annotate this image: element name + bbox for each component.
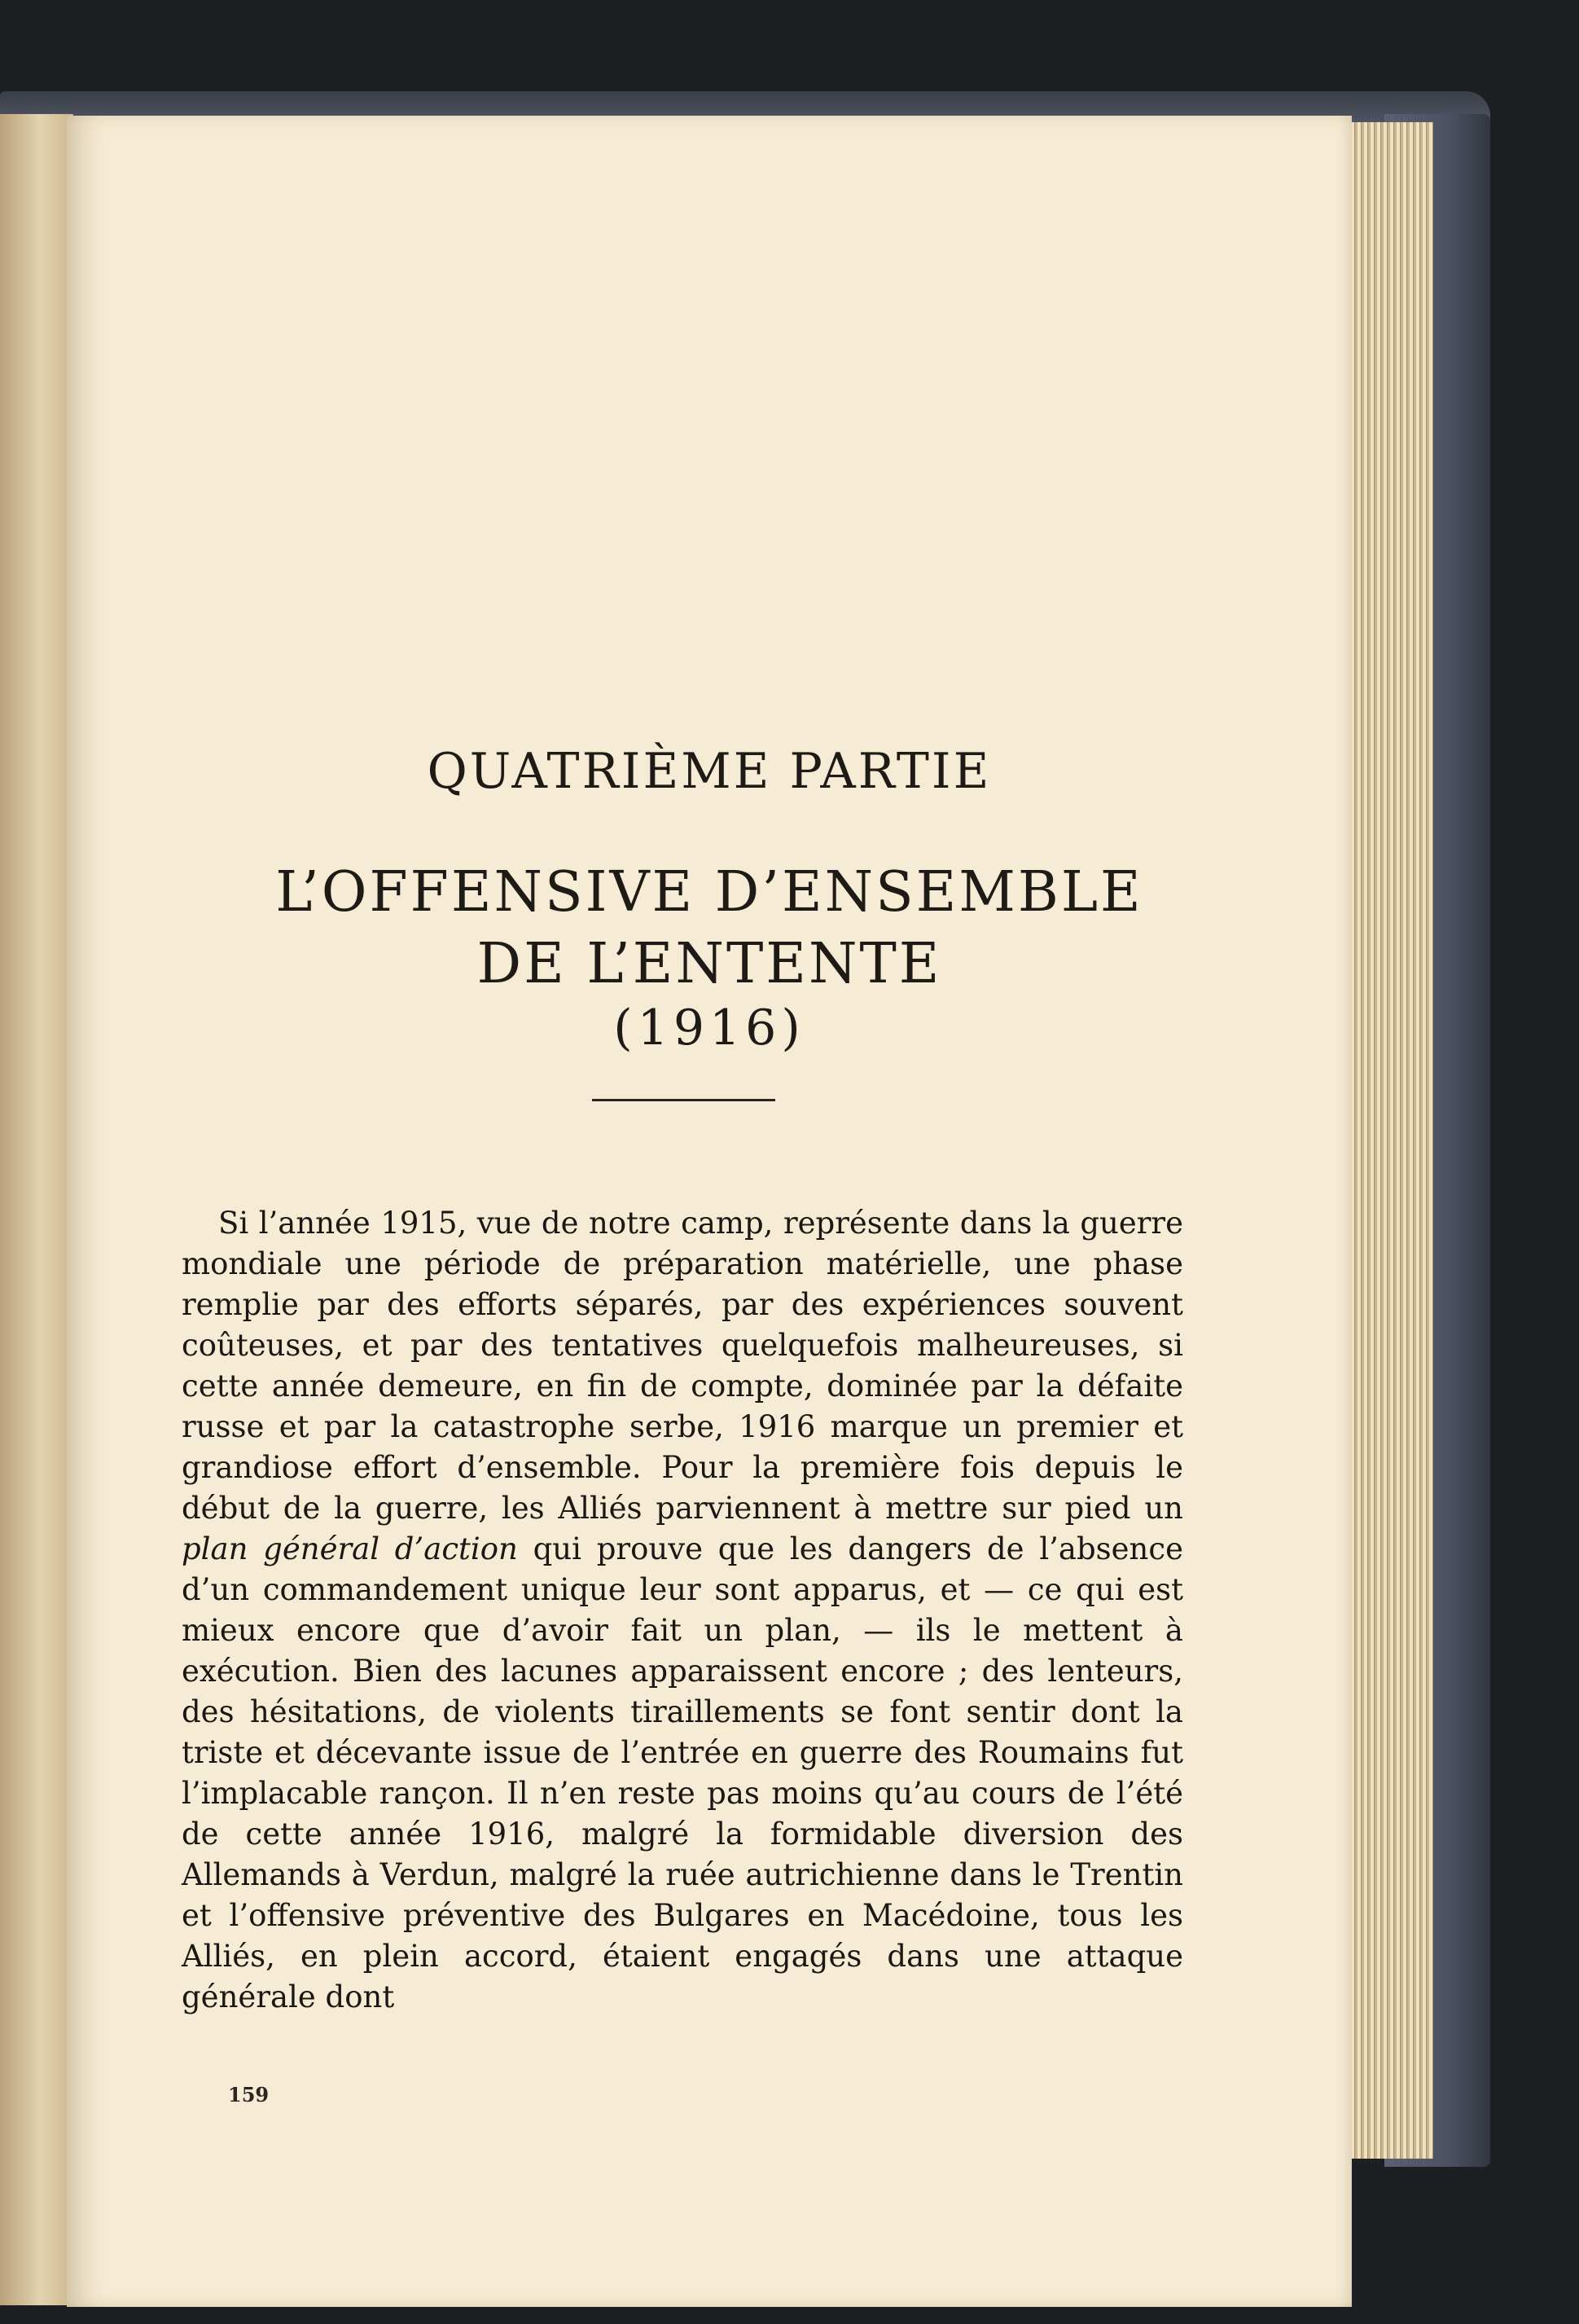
emphasis-text: plan général d’action <box>182 1531 518 1566</box>
left-page-edge <box>0 114 73 2305</box>
paragraph-text: Si l’année 1915, vue de notre camp, représente dans la guerre mondiale une période de préparation matérielle, une phase remplie par des efforts séparés, par des expériences souvent coûteuses, et par des tentatives quelquefois malheureuses, si cette année demeure, en fin de compte, dominée par la défaite russe et par la catastrophe serbe, 1916 marque un premier et grandiose effort d’ensemble. Pour la première fois depuis le début de la guerre, les Alliés parviennent à mettre sur pied un <box>182 1206 1183 1526</box>
title-divider <box>592 1099 775 1101</box>
chapter-title-line-2: DE L’ENTENTE <box>476 932 942 996</box>
page-number: 159 <box>228 2083 270 2107</box>
book-page <box>67 116 1352 2307</box>
body-text <box>182 1203 1183 2018</box>
chapter-title-line-1: L’OFFENSIVE D’ENSEMBLE <box>275 860 1143 925</box>
part-title: QUATRIÈME PARTIE <box>427 743 992 800</box>
chapter-title <box>67 857 1352 1000</box>
paragraph <box>182 1203 1183 2018</box>
chapter-year: (1916) <box>613 999 805 1057</box>
paragraph-text-continued: qui prouve que les dangers de l’absence d’un commandement unique leur sont apparus, et — ce qui est mieux encore que d’avoir fait un plan, — ils le mettent à exécution. Bien des lacunes apparaissent encore ; des lenteurs, des hésitations, de violents tiraillements se font sentir dont la triste et décevante issue de l’entrée en guerre des Roumains fut l’implacable rançon. Il n’en reste pas moins qu’au cours de l’été de cette année 1916, malgré la formidable diversion des Allemands à Verdun, malgré la ruée autrichienne dans le Trentin et l’offensive préventive des Bulgares en Macédoine, tous les Alliés, en plein accord, étaient engagés dans une attaque générale dont <box>182 1531 1184 2014</box>
